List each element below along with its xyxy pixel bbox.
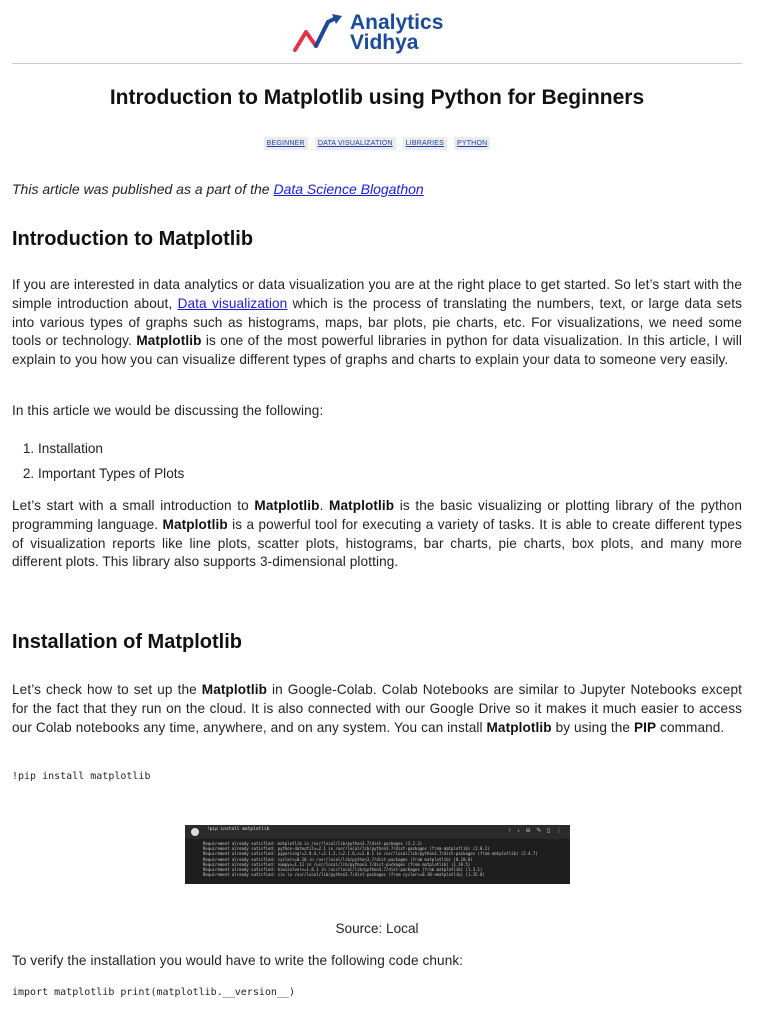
topics-list <box>12 436 738 486</box>
colab-output-screenshot <box>185 825 570 884</box>
tag-libraries[interactable]: LIBRARIES <box>403 137 447 150</box>
logo-line-2: Vidhya <box>350 31 419 54</box>
intro-paragraph-2: In this article we would be discussing the following: <box>12 403 324 418</box>
output-line: Requirement already satisfied: matplotlib in /usr/local/lib/python3.7/dist-packages (3.2.2) <box>203 841 423 846</box>
output-line: Requirement already satisfied: numpy>=1.11 in /usr/local/lib/python3.7/dist-packages (from matplotlib) (1.19.5) <box>203 861 471 867</box>
text-run: which is the process of translating the numbers, text, or large data sets into various types of graphs such as histograms, maps, bar plots, pie charts, etc. For visualizations, we need some tools or technology. <box>12 295 742 349</box>
tag-python[interactable]: PYTHON <box>454 137 490 150</box>
tag-list <box>12 137 742 150</box>
cell-tools-icons: ↑ ↓ ⊖ ✎ ▯ ⋮ <box>508 828 564 834</box>
run-cell-icon <box>191 828 199 836</box>
header-divider <box>12 63 742 64</box>
text-run: by using the <box>551 719 634 735</box>
output-line: Requirement already satisfied: six in /usr/local/lib/python3.7/dist-packages (from cycler>=0.10->matplotlib) (1.15.0) <box>203 872 485 878</box>
intro-paragraph-1 <box>12 276 742 370</box>
intro-paragraph-3 <box>12 497 742 572</box>
installation-paragraph-1 <box>12 681 742 737</box>
text-run: If you are interested in data analytics or data visualization you are at the right place to get started. So let’s start with the simple introduction about, <box>12 277 742 311</box>
code-pip-install: !pip install matplotlib <box>12 771 151 782</box>
bold-run: PIP <box>633 719 657 735</box>
intro-heading: Introduction to Matplotlib <box>12 228 254 250</box>
published-prefix: This article was published as a part of the <box>12 181 274 197</box>
output-line: Requirement already satisfied: cycler>=0.10 in /usr/local/lib/python3.7/dist-packages (from matplotlib) (0.10.0) <box>203 856 473 862</box>
bold-run: Matplotlib <box>254 498 320 513</box>
list-item: 1. Installation <box>38 436 738 461</box>
installation-heading: Installation of Matplotlib <box>12 631 242 653</box>
text-run: is one of the most powerful libraries in python for data visualization. In this article, I will explain to you how you can visualize different types of graphs and charts to explain your data to someone very easily. <box>12 333 742 368</box>
colab-cell-toolbar <box>185 825 570 839</box>
colab-output-lines <box>203 841 563 877</box>
image-caption: Source: Local <box>335 921 419 936</box>
output-line: Requirement already satisfied: kiwisolver>=1.0.1 in /usr/local/lib/python3.7/dist-packages (from matplotlib) (1.3.1) <box>203 866 483 872</box>
tag-data-visualization[interactable]: DATA VISUALIZATION <box>315 137 396 150</box>
bold-run: Matplotlib <box>136 333 202 349</box>
bold-run: Matplotlib <box>329 498 395 513</box>
analytics-vidhya-logo-icon <box>292 12 344 54</box>
colab-cell-command: !pip install matplotlib <box>207 827 270 832</box>
site-logo[interactable] <box>292 10 443 56</box>
bold-run: Matplotlib <box>201 682 267 697</box>
text-run: in Google-Colab. Colab Notebooks are similar to Jupyter Notebooks except for the fact that they run on the cloud. It is also connected with our Google Drive so it makes it much easier to access our Colab notebooks any time, anywhere, and on any system. You can install <box>12 682 743 735</box>
data-visualization-link[interactable]: Data visualization <box>177 295 288 311</box>
text-run: is a powerful tool for executing a variety of tasks. It is able to create different types of visualization reports like line plots, scatter plots, histograms, bar charts, pie charts, box plots, and many more different plots. This library also supports 3-dimensional plotting. <box>12 516 742 570</box>
published-note <box>12 181 424 197</box>
text-run: Let’s check how to set up the <box>12 682 202 697</box>
text-run: . <box>319 498 330 513</box>
article-title: Introduction to Matplotlib using Python for Beginners <box>109 86 645 109</box>
text-run: is the basic visualizing or plotting library of the python programming language. <box>12 498 742 532</box>
text-run: command. <box>656 719 725 735</box>
output-line: Requirement already satisfied: python-dateutil>=2.1 in /usr/local/lib/python3.7/dist-packages (from matplotlib) (2.8.2) <box>203 846 490 852</box>
list-item: 2. Important Types of Plots <box>38 461 738 486</box>
code-verify-version: import matplotlib print(matplotlib.__version__) <box>12 987 295 998</box>
blogathon-link[interactable]: Data Science Blogathon <box>273 181 424 197</box>
logo-wordmark <box>350 13 443 53</box>
text-run: Let’s start with a small introduction to <box>12 498 255 513</box>
logo-line-1: Analytics <box>350 11 444 34</box>
bold-run: Matplotlib <box>162 516 228 532</box>
output-line: Requirement already satisfied: pyparsing!=2.0.4,!=2.1.2,!=2.1.6,>=2.0.1 in /usr/local/lib/python3.7/dist-packages (from matplotlib) (2.4.7) <box>203 851 538 857</box>
bold-run: Matplotlib <box>486 719 552 735</box>
installation-paragraph-2: To verify the installation you would have to write the following code chunk: <box>12 953 464 968</box>
tag-beginner[interactable]: BEGINNER <box>264 137 308 150</box>
